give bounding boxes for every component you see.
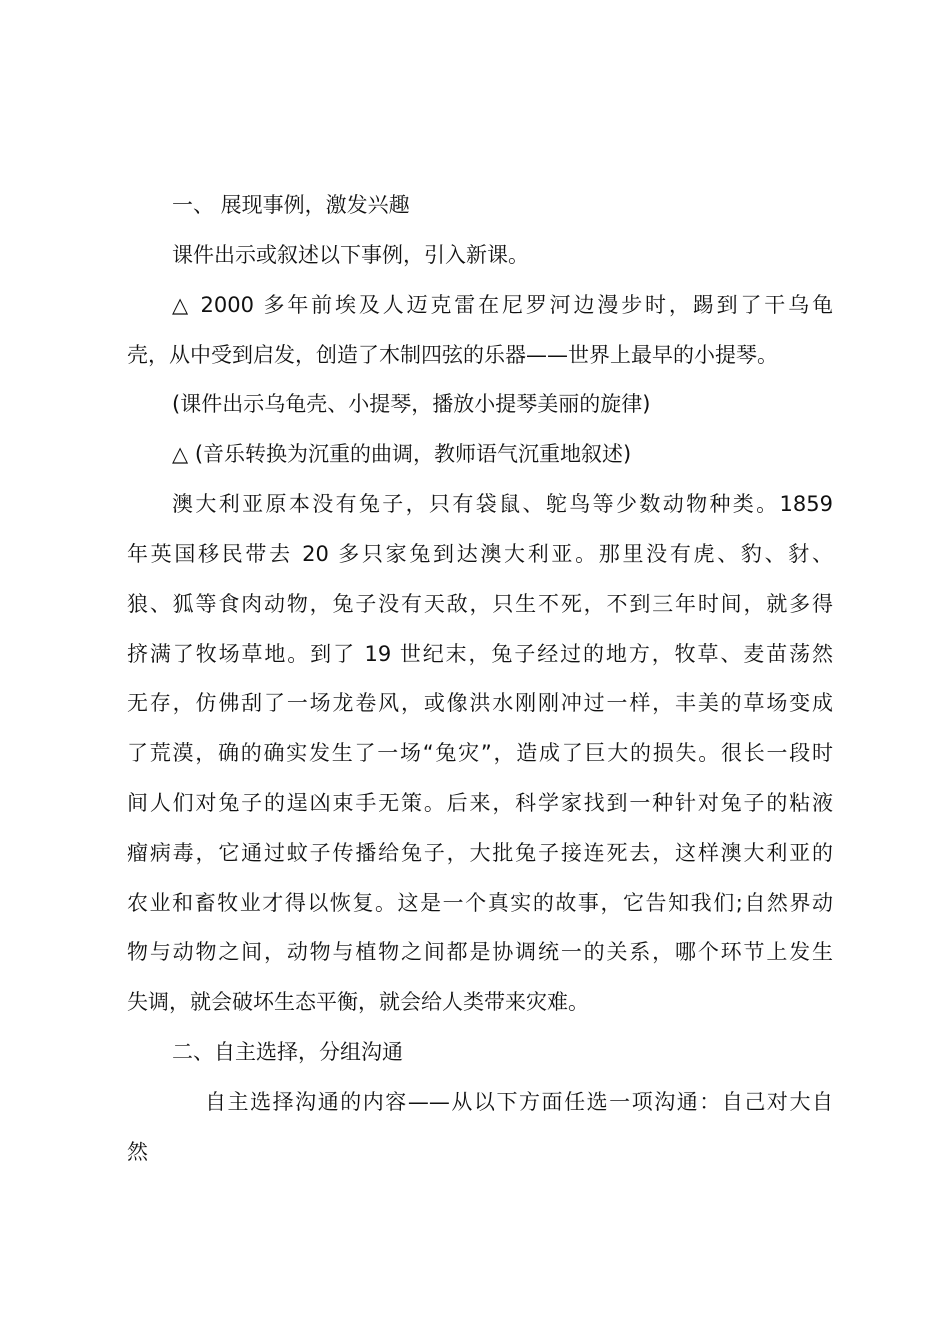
paragraph-line: 澳大利亚原本没有兔子，只有袋鼠、鸵鸟等少数动物种类。1859 <box>172 492 833 516</box>
paragraph-line: 物与动物之间，动物与植物之间都是协调统一的关系，哪个环节上发生 <box>127 940 833 964</box>
paragraph-line: (课件出示乌龟壳、小提琴，播放小提琴美丽的旋律) <box>172 392 651 416</box>
paragraph-line: 然 <box>127 1140 148 1164</box>
paragraph-line: 课件出示或叙述以下事例，引入新课。 <box>172 243 529 267</box>
paragraph-line: 瘤病毒，它通过蚊子传播给兔子，大批兔子接连死去，这样澳大利亚的 <box>127 841 833 865</box>
paragraph-line: △ (音乐转换为沉重的曲调，教师语气沉重地叙述) <box>172 442 632 466</box>
section-heading-2: 二、自主选择，分组沟通 <box>172 1040 403 1064</box>
paragraph-line: 自主选择沟通的内容——从以下方面任选一项沟通：自己对大自 <box>205 1090 833 1114</box>
paragraph-line: 了荒漠，确的确实发生了一场“兔灾”，造成了巨大的损失。很长一段时 <box>127 741 833 765</box>
paragraph-line: △ 2000 多年前埃及人迈克雷在尼罗河边漫步时，踢到了干乌龟 <box>172 293 833 317</box>
paragraph-line: 失调，就会破坏生态平衡，就会给人类带来灾难。 <box>127 990 589 1014</box>
section-heading-1: 一、 展现事例，激发兴趣 <box>172 193 410 217</box>
paragraph-line: 狼、狐等食肉动物，兔子没有天敌，只生不死，不到三年时间，就多得 <box>127 592 833 616</box>
paragraph-line: 挤满了牧场草地。到了 19 世纪末，兔子经过的地方，牧草、麦苗荡然 <box>127 642 833 666</box>
paragraph-line: 农业和畜牧业才得以恢复。这是一个真实的故事，它告知我们;自然界动 <box>127 891 833 915</box>
paragraph-line: 无存，仿佛刮了一场龙卷风，或像洪水刚刚冲过一样，丰美的草场变成 <box>127 691 833 715</box>
paragraph-line: 年英国移民带去 20 多只家兔到达澳大利亚。那里没有虎、豹、豺、 <box>127 542 833 566</box>
paragraph-line: 间人们对兔子的逞凶束手无策。后来，科学家找到一种针对兔子的粘液 <box>127 791 833 815</box>
paragraph-line: 壳，从中受到启发，创造了木制四弦的乐器——世界上最早的小提琴。 <box>127 343 778 367</box>
